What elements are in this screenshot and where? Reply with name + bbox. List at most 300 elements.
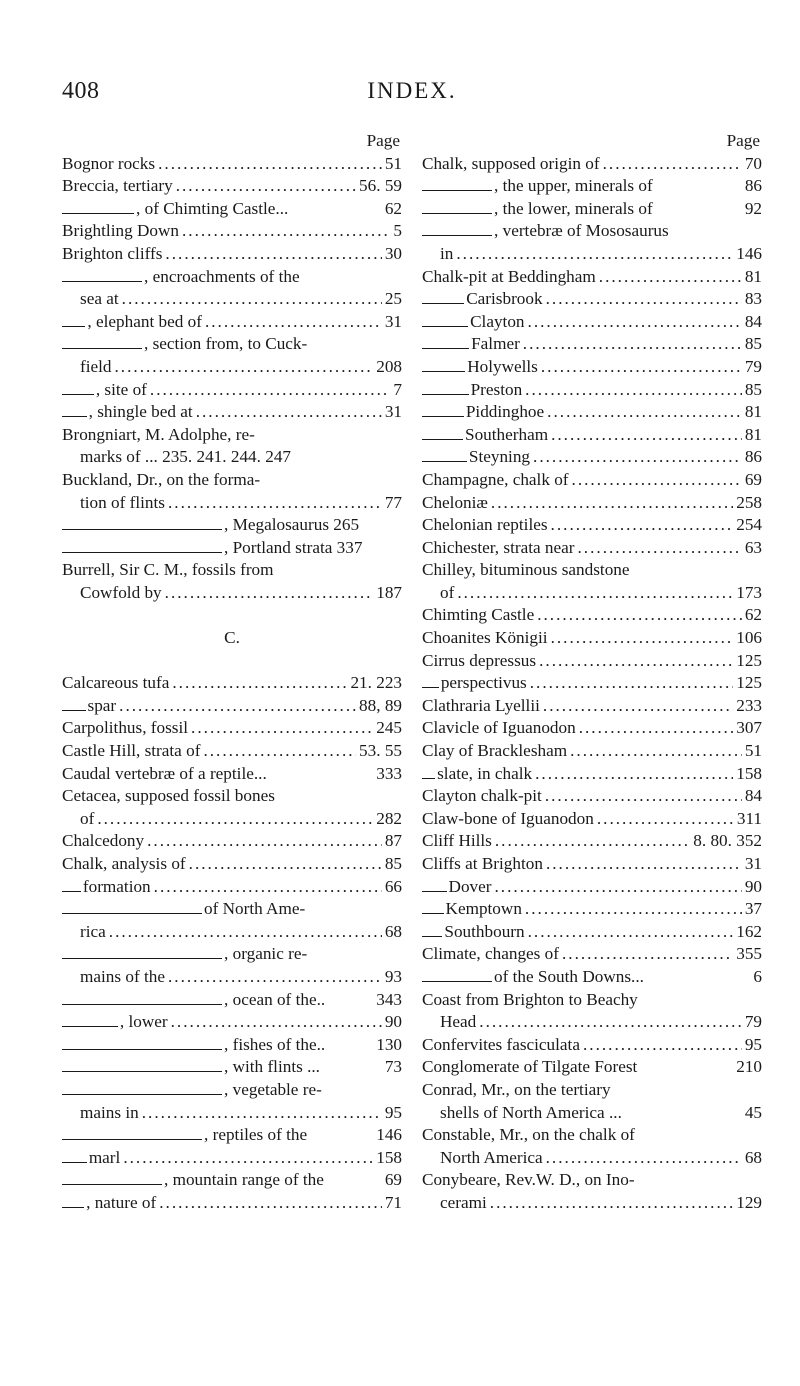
index-entry <box>422 356 762 379</box>
dot-leader <box>583 1034 742 1057</box>
running-title: INDEX. <box>367 78 457 103</box>
entry-text: formation <box>82 876 151 896</box>
index-entry <box>422 1011 762 1034</box>
index-entry <box>62 333 402 356</box>
ditto-dash <box>62 326 85 327</box>
ditto-dash <box>422 235 492 236</box>
entry-text: of <box>440 582 455 602</box>
index-entry <box>422 582 762 605</box>
entry-text: Conglomerate of Tilgate Forest <box>422 1057 638 1077</box>
page-reference: 30 <box>384 243 402 263</box>
dot-leader <box>543 695 733 718</box>
page-header <box>62 78 762 112</box>
page-reference: 25 <box>384 289 402 309</box>
dot-leader <box>490 1192 733 1215</box>
entry-text: Chalk, supposed origin of <box>422 153 600 173</box>
index-entry <box>422 604 762 627</box>
index-entry <box>422 830 762 853</box>
ditto-dash <box>422 348 469 349</box>
index-entry <box>422 1056 762 1079</box>
page-reference: 87 <box>384 831 402 851</box>
index-entry <box>422 559 762 582</box>
index-entry <box>422 695 762 718</box>
page-reference: 84 <box>744 786 762 806</box>
index-entry <box>62 1102 402 1125</box>
index-entry <box>62 966 402 989</box>
entry-text: Calcareous tufa <box>62 673 170 693</box>
index-entry <box>62 401 402 424</box>
entry-text: field <box>80 356 112 376</box>
index-entry <box>422 424 762 447</box>
entry-text: Chalk, analysis of <box>62 854 186 873</box>
entry-text: Kemptown <box>445 899 522 919</box>
entry-text: , of Chimting Castle... <box>136 198 289 218</box>
entry-text: Head <box>440 1012 477 1032</box>
index-entry <box>62 1169 402 1192</box>
index-entry <box>422 740 762 763</box>
entry-text: , nature of <box>86 1192 157 1212</box>
index-entry <box>62 266 402 289</box>
entry-text: spar <box>87 695 117 715</box>
entry-text: Cowfold by <box>80 582 162 602</box>
entry-text: in <box>440 243 454 263</box>
entry-text: Clathraria Lyellii <box>422 695 540 715</box>
dot-leader <box>147 830 382 853</box>
index-entry <box>62 198 402 221</box>
entry-text: , encroachments of the <box>144 266 300 286</box>
page-reference: 125 <box>736 673 762 693</box>
index-entry <box>422 921 762 944</box>
dot-leader <box>597 808 734 831</box>
index-entry <box>422 1034 762 1057</box>
dot-leader <box>456 243 733 266</box>
index-entry <box>62 898 402 921</box>
index-entry <box>62 559 402 582</box>
ditto-dash <box>62 529 222 530</box>
entry-text: perspectivus <box>440 673 527 693</box>
dot-leader <box>123 1147 373 1170</box>
entry-text: Buckland, Dr., on the forma- <box>62 469 261 489</box>
page-reference: 5 <box>393 221 402 241</box>
dot-leader <box>119 695 356 718</box>
entry-text: , reptiles of the <box>204 1125 308 1145</box>
entry-text: of <box>80 808 95 828</box>
page-reference: 173 <box>736 582 762 602</box>
entry-text: Piddinghoe <box>465 402 545 422</box>
dot-leader <box>523 333 742 356</box>
index-entry <box>422 220 762 243</box>
dot-leader <box>546 288 742 311</box>
page-reference: 90 <box>384 1012 402 1032</box>
page-reference: 85 <box>744 379 762 399</box>
page-reference: 68 <box>744 1147 762 1167</box>
ditto-dash <box>62 1094 222 1095</box>
page-reference: 95 <box>744 1034 762 1054</box>
entry-text: marl <box>88 1147 121 1167</box>
entry-text: Clayton <box>470 311 525 331</box>
index-entry <box>422 650 762 673</box>
entry-text: , Portland strata 337 <box>224 537 363 557</box>
index-entry <box>422 1079 762 1102</box>
page-reference: 81 <box>744 424 762 444</box>
dot-leader <box>191 717 373 740</box>
dot-leader <box>165 582 374 605</box>
entry-text: Preston <box>470 379 523 399</box>
dot-leader <box>176 175 356 198</box>
dot-leader <box>551 514 734 537</box>
page-reference: 83 <box>744 289 762 309</box>
page-reference: 51 <box>744 741 762 761</box>
page-reference: 355 <box>736 944 762 964</box>
page-reference: 130 <box>376 1034 402 1054</box>
entry-text: , vegetable re- <box>224 1079 322 1099</box>
ditto-dash <box>422 687 439 688</box>
index-entry <box>422 785 762 808</box>
entry-text: Cirrus depressus <box>422 650 537 670</box>
page-reference: 146 <box>376 1125 402 1145</box>
ditto-dash <box>422 303 464 304</box>
page-reference: 69 <box>384 1170 402 1190</box>
dot-leader <box>579 717 734 740</box>
index-entry <box>422 514 762 537</box>
page-column-heading: Page <box>366 131 400 150</box>
index-entry <box>62 1124 402 1147</box>
ditto-dash <box>62 281 142 282</box>
entry-text: Clayton chalk-pit <box>422 786 542 806</box>
ditto-dash <box>422 326 468 327</box>
dot-leader <box>491 492 733 515</box>
entry-text: mains of the <box>80 966 165 986</box>
dot-leader <box>545 785 742 808</box>
spacer <box>62 604 402 627</box>
page-reference: 7 <box>393 379 402 399</box>
index-entry <box>422 627 762 650</box>
entry-text: Confervites fasciculata <box>422 1034 580 1054</box>
entry-text: tion of flints <box>80 492 165 512</box>
entry-text: Carisbrook <box>466 289 543 309</box>
entry-text: , vertebræ of Mososaurus <box>494 221 669 241</box>
ditto-dash <box>422 394 469 395</box>
index-entry <box>62 582 402 605</box>
entry-text: Bognor rocks <box>62 153 156 173</box>
ditto-dash <box>422 213 492 214</box>
entry-text: Clavicle of Iguanodon <box>422 718 576 738</box>
dot-leader <box>547 401 742 424</box>
ditto-dash <box>422 913 444 914</box>
dot-leader <box>495 830 690 853</box>
ditto-dash <box>422 416 464 417</box>
entry-text: , mountain range of the <box>164 1170 324 1190</box>
entry-text: Southbourn <box>444 921 525 941</box>
index-entry <box>62 1056 402 1079</box>
ditto-dash <box>422 439 463 440</box>
index-entry <box>62 808 402 831</box>
entry-text: Clay of Bracklesham <box>422 741 568 761</box>
index-entry <box>422 469 762 492</box>
entry-text: , shingle bed at <box>88 402 193 422</box>
index-entry <box>62 717 402 740</box>
ditto-dash <box>422 981 492 982</box>
entry-text: shells of North America ... <box>440 1102 622 1122</box>
dot-leader <box>150 379 391 402</box>
entry-text: Chilley, bituminous sandstone <box>422 560 630 580</box>
index-entry <box>62 220 402 243</box>
index-entry <box>422 153 762 176</box>
dot-leader <box>479 1011 742 1034</box>
index-entry <box>62 763 402 786</box>
page-reference: 254 <box>736 515 762 535</box>
page-reference: 66 <box>384 876 402 896</box>
page-reference: 307 <box>736 718 762 738</box>
index-entry <box>422 943 762 966</box>
page-reference: 31 <box>744 854 762 873</box>
index-column-right <box>422 130 762 1215</box>
ditto-dash <box>62 1184 162 1185</box>
dot-leader <box>525 379 742 402</box>
index-entry <box>422 717 762 740</box>
page-reference: 85 <box>744 334 762 354</box>
index-entry <box>422 989 762 1012</box>
ditto-dash <box>62 552 222 553</box>
dot-leader <box>182 220 390 243</box>
entry-text: , the upper, minerals of <box>494 176 653 196</box>
entry-text: Coast from Brighton to Beachy <box>422 989 638 1009</box>
dot-leader <box>115 356 374 379</box>
index-entry <box>62 288 402 311</box>
index-entry <box>62 830 402 853</box>
entry-text: , the lower, minerals of <box>494 198 653 218</box>
dot-leader <box>546 853 742 876</box>
page-reference: 88, 89 <box>359 695 402 715</box>
page-reference: 92 <box>744 198 762 218</box>
dot-leader <box>168 492 382 515</box>
entry-text: Brightling Down <box>62 221 179 241</box>
ditto-dash <box>62 1207 84 1208</box>
index-entry <box>422 333 762 356</box>
dot-leader <box>535 763 733 786</box>
dot-leader <box>530 672 733 695</box>
index-column-left <box>62 130 402 1215</box>
index-entry <box>62 989 402 1012</box>
entry-text: Cliff Hills <box>422 831 492 851</box>
page-reference: 70 <box>744 153 762 173</box>
index-entry <box>422 379 762 402</box>
dot-leader <box>168 966 382 989</box>
page-reference: 311 <box>736 808 762 828</box>
entry-text: Holywells <box>467 356 538 376</box>
entry-text: Climate, changes of <box>422 944 559 964</box>
entry-text: Brighton cliffs <box>62 243 163 263</box>
index-entry <box>62 921 402 944</box>
entry-text: Dover <box>448 876 492 896</box>
dot-leader <box>142 1102 382 1125</box>
entry-text: of North Ame- <box>204 899 306 919</box>
entry-text: Brongniart, M. Adolphe, re- <box>62 424 255 444</box>
page-reference: 208 <box>376 356 402 376</box>
dot-leader <box>541 356 742 379</box>
entry-text: Cetacea, supposed fossil bones <box>62 786 275 806</box>
entry-text: Conrad, Mr., on the tertiary <box>422 1079 611 1099</box>
dot-leader <box>457 582 733 605</box>
page-reference: 31 <box>384 311 402 331</box>
ditto-dash <box>422 461 467 462</box>
page-reference: 85 <box>384 854 402 873</box>
ditto-dash <box>62 213 134 214</box>
page-reference: 343 <box>376 989 402 1009</box>
index-entry <box>62 1011 402 1034</box>
section-letter: C. <box>224 628 240 648</box>
index-entry <box>422 311 762 334</box>
index-entry <box>62 356 402 379</box>
dot-leader <box>551 424 742 447</box>
page-reference: 187 <box>376 582 402 602</box>
page-reference: 86 <box>744 447 762 467</box>
dot-leader <box>603 153 742 176</box>
index-entry <box>62 1192 402 1215</box>
dot-leader <box>570 740 742 763</box>
entry-text: Steyning <box>468 447 531 467</box>
dot-leader <box>599 266 742 289</box>
ditto-dash <box>422 778 435 779</box>
page-reference: 81 <box>744 402 762 422</box>
index-entry <box>62 424 402 447</box>
dot-leader <box>578 537 742 560</box>
page-reference: 71 <box>384 1192 402 1212</box>
index-entry <box>422 537 762 560</box>
page-column-heading: Page <box>726 131 760 150</box>
dot-leader <box>158 153 382 176</box>
ditto-dash <box>62 1026 118 1027</box>
dot-leader <box>533 446 742 469</box>
entry-text: , elephant bed of <box>87 311 202 331</box>
index-entry <box>422 1147 762 1170</box>
dot-leader <box>546 1147 742 1170</box>
dot-leader <box>572 469 742 492</box>
page-reference: 21. 223 <box>350 673 402 693</box>
entry-text: Falmer <box>471 334 520 354</box>
index-entry <box>62 943 402 966</box>
index-entry <box>422 1169 762 1192</box>
entry-text: sea at <box>80 289 119 309</box>
page-reference: 69 <box>744 469 762 489</box>
index-entry <box>62 740 402 763</box>
entry-text: Cheloniæ <box>422 492 488 512</box>
index-entry <box>62 876 402 899</box>
page-reference: 210 <box>736 1057 762 1077</box>
index-entry <box>422 1124 762 1147</box>
dot-leader <box>159 1192 382 1215</box>
entry-text: Chimting Castle <box>422 605 535 625</box>
dot-leader <box>205 311 382 334</box>
ditto-dash <box>62 348 142 349</box>
dot-leader <box>189 853 382 876</box>
page-reference: 333 <box>376 763 402 783</box>
index-entry <box>62 1034 402 1057</box>
index-entry <box>422 446 762 469</box>
ditto-dash <box>62 1004 222 1005</box>
index-entry <box>62 695 402 718</box>
dot-leader <box>495 876 742 899</box>
page-reference: 245 <box>376 718 402 738</box>
page-reference: 53. 55 <box>359 741 402 761</box>
page-reference: 158 <box>376 1147 402 1167</box>
ditto-dash <box>62 394 94 395</box>
index-entry <box>62 175 402 198</box>
index-entry <box>422 401 762 424</box>
index-entry <box>62 469 402 492</box>
page-reference: 62 <box>744 605 762 625</box>
page-reference: 8. 80. 352 <box>693 831 762 851</box>
index-entry <box>62 379 402 402</box>
entry-text: Champagne, chalk of <box>422 469 569 489</box>
entry-text: , fishes of the.. <box>224 1034 326 1054</box>
index-entry <box>62 311 402 334</box>
index-entry <box>62 672 402 695</box>
ditto-dash <box>422 190 492 191</box>
ditto-dash <box>422 891 447 892</box>
page-reference: 129 <box>736 1192 762 1212</box>
entry-text: mains in <box>80 1102 139 1122</box>
ditto-dash <box>62 710 86 711</box>
entry-text: Choanites Königii <box>422 628 548 648</box>
page-reference: 158 <box>736 763 762 783</box>
index-entry <box>62 853 402 876</box>
entry-text: cerami <box>440 1192 487 1212</box>
dot-leader <box>122 288 382 311</box>
page-reference: 258 <box>736 492 762 512</box>
page-reference: 73 <box>384 1057 402 1077</box>
entry-text: , section from, to Cuck- <box>144 334 308 354</box>
index-entry <box>62 785 402 808</box>
entry-text: Caudal vertebræ of a reptile... <box>62 763 267 783</box>
index-entry <box>422 898 762 921</box>
page-reference: 95 <box>384 1102 402 1122</box>
page-reference: 45 <box>744 1102 762 1122</box>
entry-text: , lower <box>119 1012 168 1032</box>
page-reference: 125 <box>736 650 762 670</box>
page-reference: 37 <box>744 899 762 919</box>
index-entry <box>422 288 762 311</box>
entry-text: , site of <box>95 379 147 399</box>
dot-leader <box>528 311 742 334</box>
index-entry <box>422 672 762 695</box>
page-reference: 81 <box>744 266 762 286</box>
page-reference: 233 <box>736 695 762 715</box>
index-entry <box>62 537 402 560</box>
index-entry <box>422 1192 762 1215</box>
dot-leader <box>551 627 734 650</box>
entry-text: , ocean of the.. <box>224 989 326 1009</box>
entry-text: Burrell, Sir C. M., fossils from <box>62 560 274 580</box>
page-reference: 84 <box>744 311 762 331</box>
index-entry <box>422 966 762 989</box>
dot-leader <box>165 243 381 266</box>
dot-leader <box>525 898 742 921</box>
entry-text: Chalcedony <box>62 831 145 851</box>
entry-text: Constable, Mr., on the chalk of <box>422 1125 635 1145</box>
entry-text: Castle Hill, strata of <box>62 741 201 761</box>
index-entry <box>62 1079 402 1102</box>
index-entry <box>422 808 762 831</box>
ditto-dash <box>62 891 81 892</box>
ditto-dash <box>62 416 87 417</box>
entry-text: Breccia, tertiary <box>62 176 173 196</box>
ditto-dash <box>62 1071 222 1072</box>
index-entry <box>422 243 762 266</box>
page-reference: 68 <box>384 921 402 941</box>
entry-text: , organic re- <box>224 944 308 964</box>
entry-text: of the South Downs... <box>494 966 644 986</box>
